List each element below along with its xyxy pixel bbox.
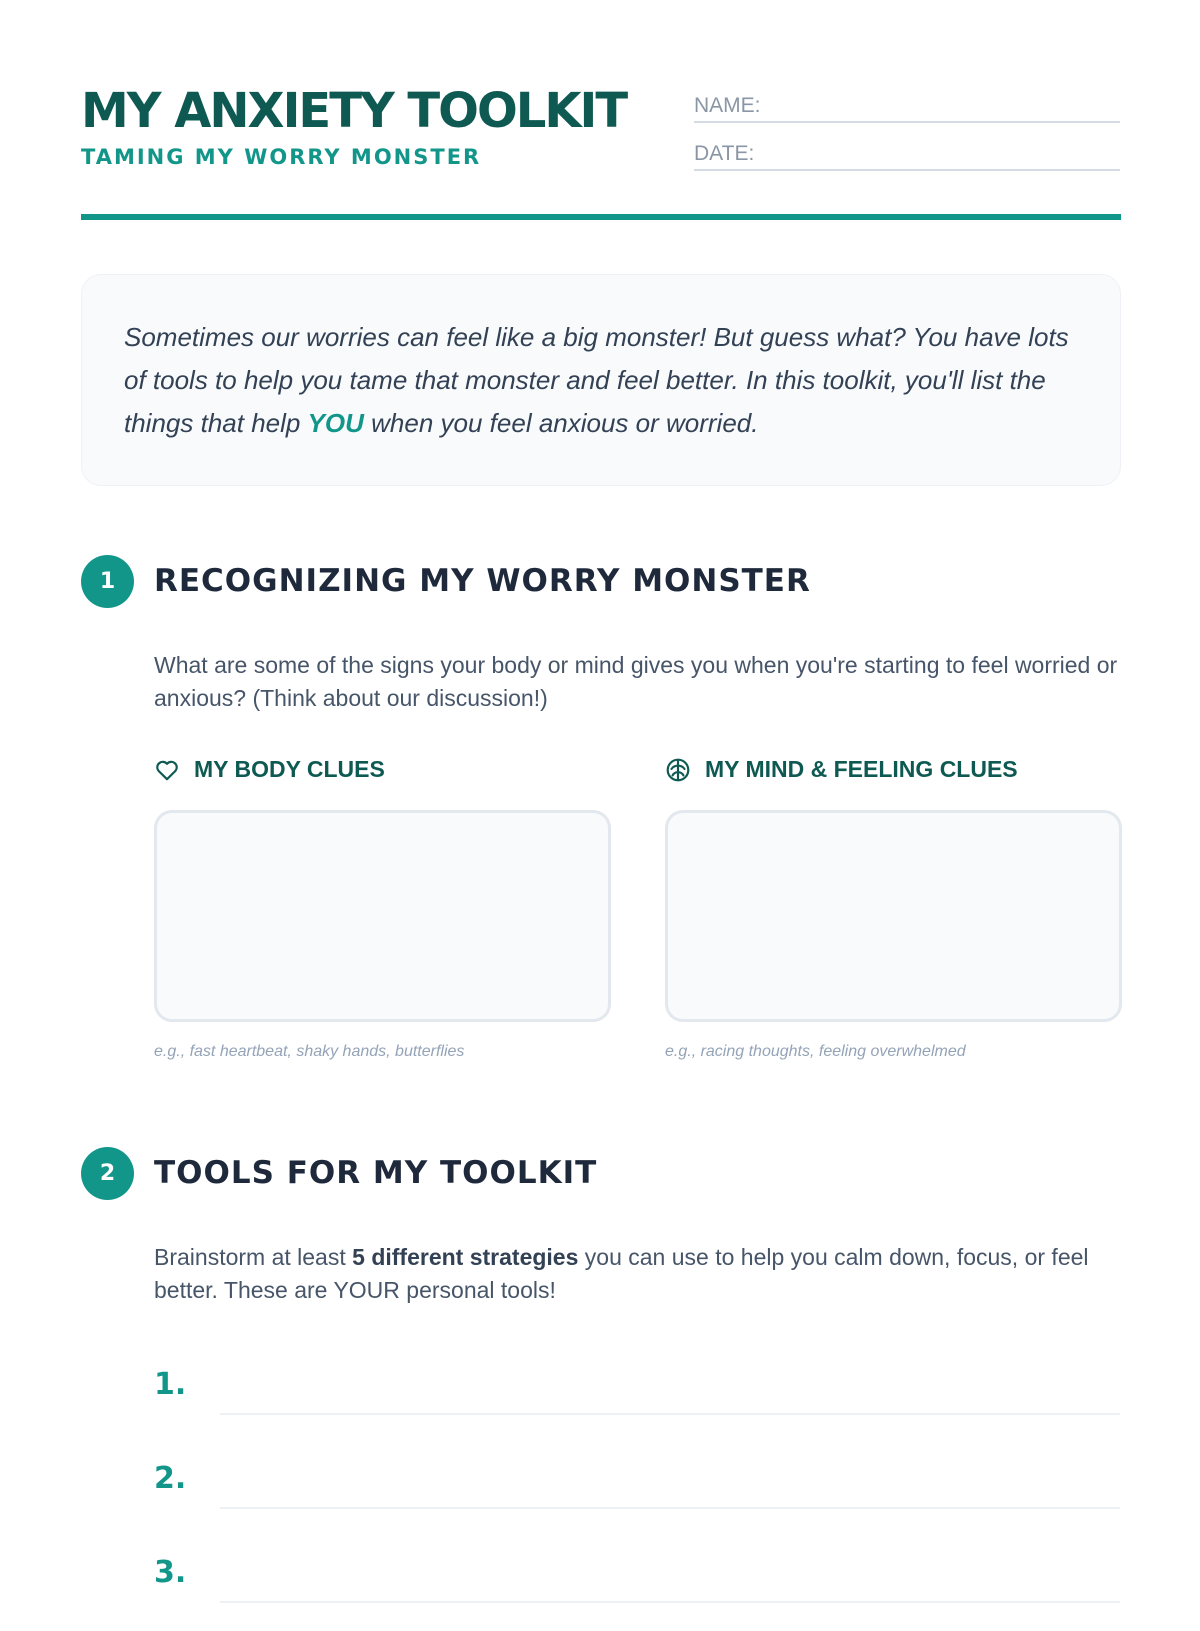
mind-clues-heading (665, 756, 1018, 783)
tool-number: 3. (154, 1555, 187, 1590)
section-number-badge: 1 (81, 555, 134, 608)
body-clues-heading (154, 756, 385, 783)
body-clues-hint: e.g., fast heartbeat, shaky hands, butterflies (154, 1043, 465, 1060)
body-clues-label: MY BODY CLUES (194, 756, 385, 782)
name-label: NAME: (694, 94, 761, 117)
heart-icon (154, 757, 180, 783)
tools-desc-bold: 5 different strategies (352, 1244, 579, 1270)
tools-desc-start: Brainstorm at least (154, 1244, 353, 1270)
date-label: DATE: (694, 142, 755, 165)
tool-number: 1. (154, 1367, 187, 1402)
intro-text-end: when you feel anxious or worried. (363, 408, 759, 438)
intro-emphasis: YOU (307, 408, 364, 438)
mind-clues-label: MY MIND & FEELING CLUES (705, 756, 1018, 782)
date-field[interactable] (694, 139, 1120, 171)
mind-clues-input[interactable] (665, 810, 1122, 1022)
page-title: MY ANXIETY TOOLKIT (81, 83, 627, 139)
tool-item (154, 1443, 1120, 1537)
section-description: What are some of the signs your body or mind gives you when you're starting to feel worried or anxious? (Think about our discussion!) (154, 652, 1118, 711)
tool-number: 2. (154, 1461, 187, 1496)
mind-clues-hint: e.g., racing thoughts, feeling overwhelmed (665, 1043, 966, 1060)
tool-item (154, 1349, 1120, 1443)
tool-answer-line[interactable] (220, 1413, 1120, 1415)
page-subtitle: TAMING MY WORRY MONSTER (81, 145, 482, 169)
section-number-badge: 2 (81, 1147, 134, 1200)
section-title: RECOGNIZING MY WORRY MONSTER (154, 563, 811, 599)
tool-answer-line[interactable] (220, 1601, 1120, 1603)
tool-answer-line[interactable] (220, 1507, 1120, 1509)
header-divider (81, 214, 1121, 220)
tool-item (154, 1537, 1120, 1631)
body-clues-input[interactable] (154, 810, 611, 1022)
intro-text: Sometimes our worries can feel like a big monster! But guess what? You have lots of tools to help you tame that monster and feel better. In this toolkit, you'll list the things that help (124, 322, 1069, 438)
section-title: TOOLS FOR MY TOOLKIT (154, 1155, 598, 1191)
intro-box (81, 274, 1121, 486)
brain-icon (665, 757, 691, 783)
section-description (154, 1241, 1120, 1307)
tools-desc-end: you can use to help you calm down, focus, or feel better. These are YOUR personal tools! (154, 1244, 1089, 1303)
name-field[interactable] (694, 91, 1120, 123)
